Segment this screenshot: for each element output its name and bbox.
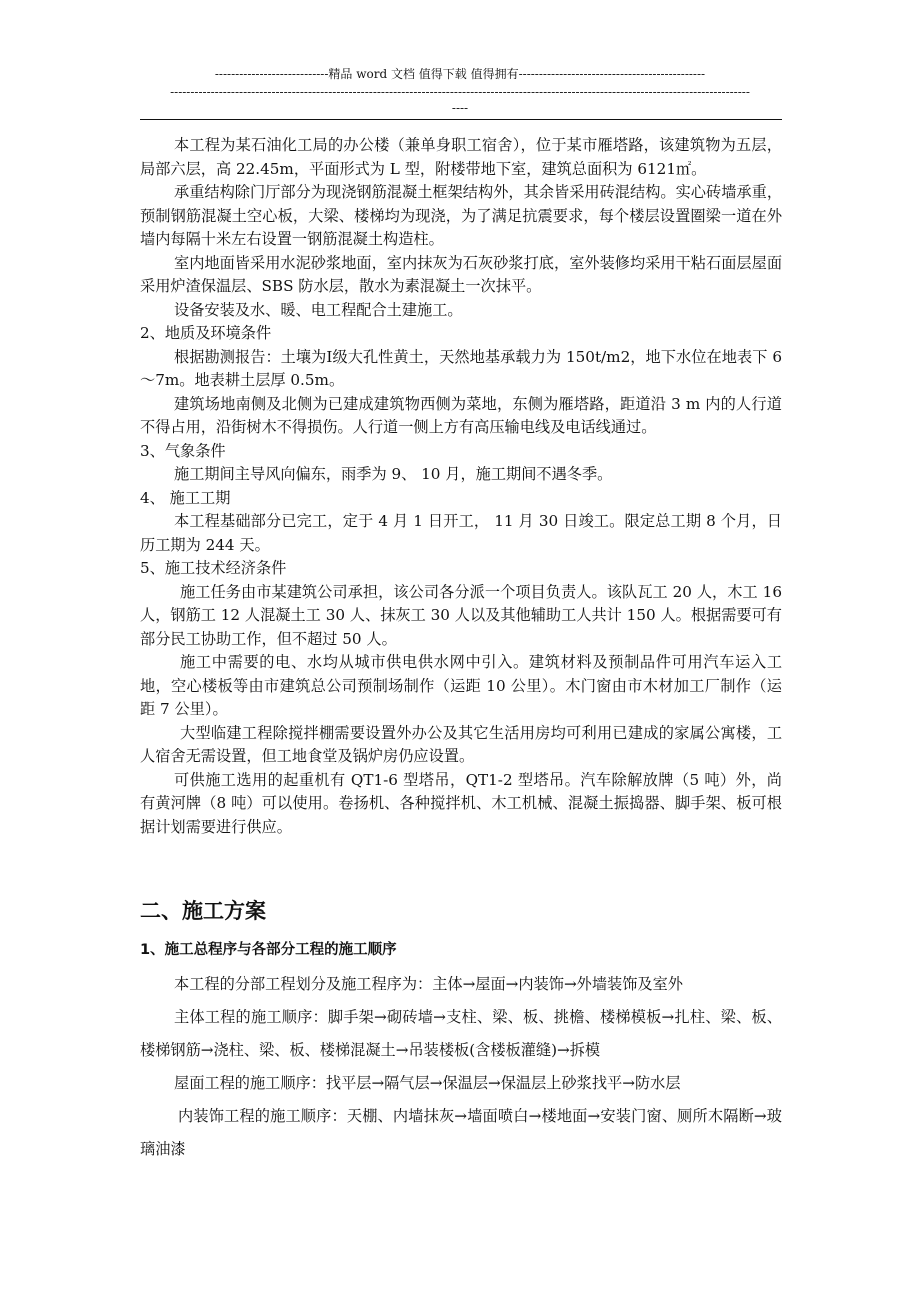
geology-heading: 2、地质及环境条件 — [140, 324, 272, 342]
page-header-dash-tail: ---- — [451, 101, 469, 115]
construction-sequence-section — [140, 968, 782, 1166]
paragraph: 施工期间主导风向偏东，雨季为 9、 10 月，施工期间不遇冬季。 — [174, 465, 613, 483]
schedule-heading: 4、 施工工期 — [140, 488, 231, 507]
paragraph: 根据勘测报告：土壤为Ⅰ级大孔性黄土，天然地基承载力为 150t/m2，地下水位在地表下 6～7m。地表耕土层厚 0.5m。 — [140, 347, 782, 389]
paragraph: 本工程的分部工程划分及施工程序为：主体→屋面→内装饰→外墙装饰及室外 — [174, 975, 683, 993]
paragraph: 本工程基础部分已完工，定于 4 月 1 日开工， 11 月 30 日竣工。限定总工期 8 个月，日历工期为 244 天。 — [140, 512, 782, 554]
paragraph: 室内地面皆采用水泥砂浆地面，室内抹灰为石灰砂浆打底，室外装修均采用干粘石面层屋面采用炉渣保温层、SBS 防水层，散水为素混凝土一次抹平。 — [140, 253, 782, 295]
conditions-heading: 5、施工技术经济条件 — [140, 559, 287, 577]
paragraph: 施工任务由市某建筑公司承担，该公司各分派一个项目负责人。该队瓦工 20 人，木工 16 人，钢筋工 12 人混凝土工 30 人、抹灰工 30 人以及其他辅助工人共计 150 人。根据需要可有部分民工协助工作，但不超过 50 人。 — [140, 582, 782, 648]
paragraph: 设备安装及水、暖、电工程配合土建施工。 — [174, 300, 463, 319]
paragraph: 承重结构除门厅部分为现浇钢筋混凝土框架结构外，其余皆采用砖混结构。实心砖墙承重，预制钢筋混凝土空心板，大梁、楼梯均为现浇，为了满足抗震要求，每个楼层设置圈梁一道在外墙内每隔十米左右设置一钢筋混凝土构造柱。 — [140, 183, 782, 248]
climate-heading: 3、气象条件 — [140, 441, 226, 460]
paragraph: 主体工程的施工顺序：脚手架→砌砖墙→支柱、梁、板、挑檐、楼梯模板→扎柱、梁、板、楼梯钢筋→浇柱、梁、板、楼梯混凝土→吊装楼板(含楼板灌缝)→拆模 — [140, 1008, 782, 1059]
section-title: 二、施工方案 — [140, 899, 266, 923]
paragraph: 屋面工程的施工顺序：找平层→隔气层→保温层→保温层上砂浆找平→防水层 — [174, 1074, 681, 1092]
paragraph: 大型临建工程除搅拌棚需要设置外办公及其它生活用房均可利用已建成的家属公寓楼，工人宿舍无需设置，但工地食堂及锅炉房仍应设置。 — [140, 723, 782, 765]
paragraph: 施工中需要的电、水均从城市供电供水网中引入。建筑材料及预制品件可用汽车运入工地，空心楼板等由市建筑总公司预制场制作（运距 10 公里）。木门窗由市木材加工厂制作（运距 7 公里）。 — [140, 653, 782, 718]
page-header-dash-line: ----------------------------------------------------------------------------------------------------------------------------------------------- — [170, 85, 750, 99]
page-header-banner: ----------------------------精品 word 文档 值得下载 值得拥有---------------------------------------------- — [214, 67, 706, 81]
project-overview-section — [140, 134, 782, 839]
paragraph: 建筑场地南侧及北侧为已建成建筑物西侧为菜地，东侧为雁塔路，距道沿 3 m 内的人行道不得占用，沿街树木不得损伤。人行道一侧上方有高压输电线及电话线通过。 — [140, 394, 782, 436]
subsection-title: 1、施工总程序与各部分工程的施工顺序 — [140, 942, 397, 958]
paragraph: 本工程为某石油化工局的办公楼（兼单身职工宿舍），位于某市雁塔路，该建筑物为五层，局部六层，高 22.45m，平面形式为 L 型，附楼带地下室，建筑总面积为 6121㎡。 — [140, 136, 782, 178]
paragraph: 可供施工选用的起重机有 QT1-6 型塔吊，QT1-2 型塔吊。汽车除解放牌（5 吨）外，尚有黄河牌（8 吨）可以使用。卷扬机、各种搅拌机、木工机械、混凝土振捣器、脚手架、板可根据计划需要进行供应。 — [140, 770, 782, 836]
paragraph: 内装饰工程的施工顺序：天棚、内墙抹灰→墙面喷白→楼地面→安装门窗、厕所木隔断→玻璃油漆 — [140, 1107, 782, 1158]
header-divider — [140, 119, 782, 120]
